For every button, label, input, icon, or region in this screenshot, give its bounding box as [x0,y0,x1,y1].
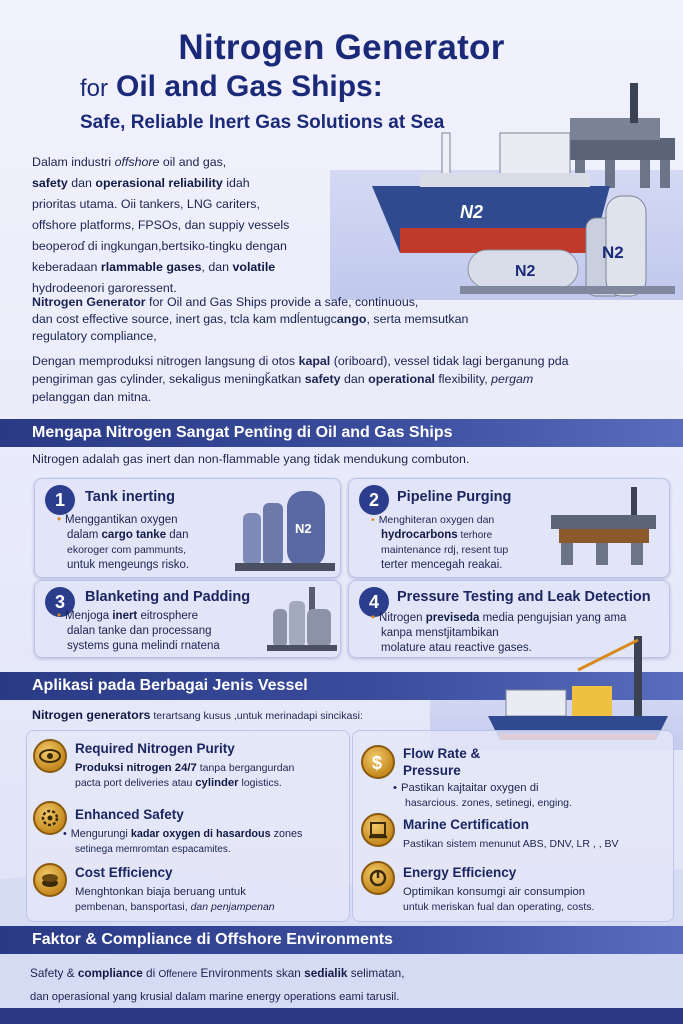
intro-paragraph: Dalam industri offshore oil and gas, safety dan operasional reliability idah prioritas utama. Oii tankers, LNG cariters, offshore platforms, FPSOs, dan suppiy vessels beoperoɗ di ingkungan,bertsiko-tingku dengan keberadaan rlammable gases, dan volatile hydrodeenori garoressent. [32,155,290,295]
step-number: 2 [359,485,389,515]
section-band-why-nitrogen [0,419,683,447]
ship-n2-label: N2 [460,202,484,222]
tank2-n2-label: N2 [602,243,624,262]
card-title: Tank inerting [85,489,175,505]
item-text: Menghtonkan biaja beruang untuk pembenan, bansportasi, dan penjampenan [75,886,275,913]
gear-leaf-icon [33,801,67,835]
svg-text:$: $ [372,753,383,773]
card-text: • Nitrogen previseda media pengujsian yang ama kanpa menstjitambikan molature atau reactive gases. [371,612,627,654]
section-title: Aplikasi pada Berbagai Jenis Vessel [32,677,308,694]
card-title: Pipeline Purging [397,489,512,505]
pipeline-platform-image [541,487,661,571]
step-number: 3 [45,587,75,617]
step-number: 1 [45,485,75,515]
section-subtitle: Nitrogen adalah gas inert dan non-flammable yang tidak mendukung combuton. [32,452,470,466]
section-band-compliance [0,926,683,954]
energy-icon [361,861,395,895]
item-title: Energy Efficiency [403,865,517,880]
item-title: Flow Rate & Pressure [403,746,481,778]
intro-paragraph-3: Dengan memproduksi nitrogen langsung di otos kapal (oriboard), vessel tidak lagi berganung pda pengiriman gas cylinder, sekaligus meningǩatkan safety dan operational flexibility, pergam pelanggan dan mitna. [32,354,569,404]
item-title: Enhanced Safety [75,807,184,822]
card-text: • Menggantikan oxygen dalam cargo tanke dan ekoroger com pammunts, untuk mengeungs risko. [57,514,190,571]
card-text: • Menjoga inert eitrosphere dalan tanke dan processang systems guna melindi rnatena [57,610,220,652]
title-for: for [80,75,109,102]
eye-icon [33,739,67,773]
supply-vessel-image [486,630,672,745]
nitrogen-generator-image [235,483,335,573]
item-text: • Pastikan kajtaitar oxygen di hasarcious. zones, setinegi, enging. [393,782,572,809]
section-subtitle: Nitrogen generators terartsang kusus ,untuk merinadapi sincikasi: [32,708,363,722]
card-title: Pressure Testing and Leak Detection [397,589,651,605]
page-title: Nitrogen Generator [178,28,505,67]
certificate-hand-icon [361,813,395,847]
applications-right-panel [352,730,674,922]
item-title: Cost Efficiency [75,865,173,880]
offshore-platform-image [560,83,675,188]
processing-tanks-image [267,585,337,653]
applications-left-panel [26,730,350,922]
title-oil-gas: Oil and Gas Ships: [116,70,383,103]
section-title: Mengapa Nitrogen Sangat Penting di Oil and Gas Ships [32,424,453,441]
item-text: Produksi nitrogen 24/7 tanpa bergangurdan pacta port deliveries atau cylinder logistics. [75,762,295,789]
step-number: 4 [359,587,389,617]
card-text: • Menghiteran oxygen dan hydrocarbons terhore maintenance rdj, resent tup terter mencegah reakai. [371,514,509,571]
card-blanketing-padding [34,580,341,658]
page-title-line2 [80,70,383,104]
page-subtitle: Safe, Reliable Inert Gas Solutions at Sea [80,112,445,133]
bottom-band [0,1008,683,1024]
compliance-paragraph: Safety & compliance di Offenere Environments skan sedialik selimatan, dan operasional yang krusial dalam marine energy operations eami tarusil. [30,966,405,1003]
item-text: • Mengurungi kadar oxygen di hasardous zones setinega memromtan espacamites. [63,828,303,855]
tank-n2-label: N2 [515,263,536,280]
card-tank-inerting [34,478,341,578]
card-title: Blanketing and Padding [85,589,251,605]
dollar-icon [361,745,395,779]
intro-paragraph-2: Nitrogen Generator for Oil and Gas Ships provide a safe, continuous, dan cost effective source, inert gas, tcla kam mdĺentugcango, serta memsutkan regulatory compliance, [32,295,469,343]
coins-icon [33,863,67,897]
item-text: Optimikan konsumgi air consumpion untuk meriskan fual dan operating, costs. [403,886,595,913]
svg-text:N2: N2 [295,521,312,536]
item-title: Required Nitrogen Purity [75,741,235,756]
card-pipeline-purging [348,478,670,578]
section-title: Faktor & Compliance di Offshore Environments [32,931,393,948]
item-text: Pastikan sistem menunut ABS, DNV, LR , , BV [403,838,619,850]
item-title: Marine Certification [403,817,530,832]
